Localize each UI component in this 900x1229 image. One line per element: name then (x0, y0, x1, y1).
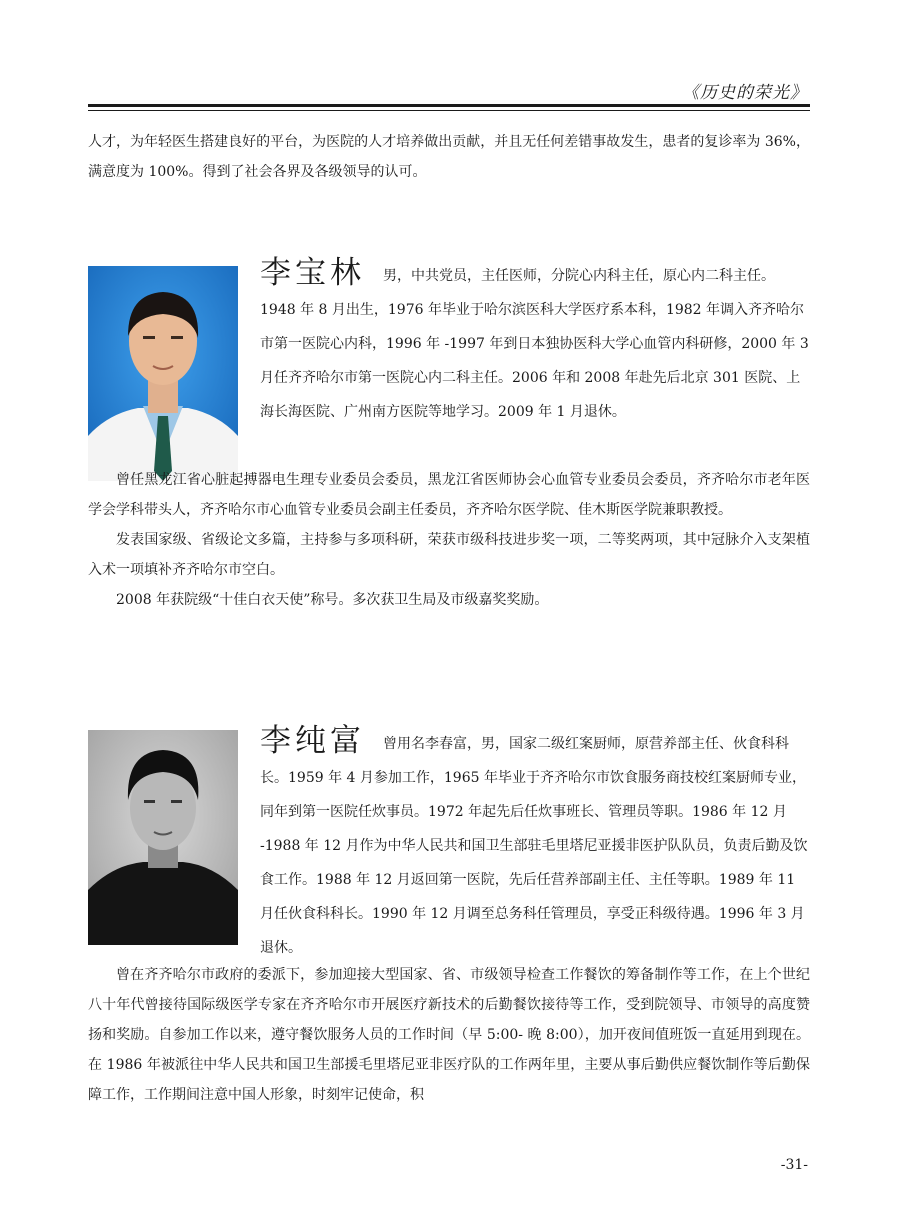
profile1-photo (88, 266, 238, 481)
profile2-photo (88, 730, 238, 945)
profile2-paragraph2: 曾在齐齐哈尔市政府的委派下，参加迎接大型国家、省、市级领导检查工作餐饮的筹备制作等工作，在上个世纪八十年代曾接待国际级医学专家在齐齐哈尔市开展医疗新技术的后勤餐饮接待等工作，受到院领导、市领导的高度赞扬和奖励。自参加工作以来，遵守餐饮服务人员的工作时间（早 5:00- 晚 8:00），加开夜间值班饭一直延用到现在。在 1986 年被派往中华人民共和国卫生部援毛里塔尼亚非医疗队的工作两年里，主要从事后勤供应餐饮制作等后勤保障工作，工作期间注意中国人形象，时刻牢记使命，积 (88, 967, 810, 1103)
intro-paragraph: 人才，为年轻医生搭建良好的平台，为医院的人才培养做出贡献，并且无任何差错事故发生，患者的复诊率为 36%，满意度为 100%。得到了社会各界及各级领导的认可。 (88, 134, 810, 180)
header-rule-thin (88, 110, 810, 111)
profile2-body (88, 960, 810, 1110)
profile1-name: 李宝林 (260, 255, 365, 291)
header-rule-thick (88, 104, 810, 107)
profile1-body (88, 465, 810, 615)
profile2-lead (260, 724, 810, 965)
profile1-paragraph2: 曾任黑龙江省心脏起搏器电生理专业委员会委员，黑龙江省医师协会心血管专业委员会委员，齐齐哈尔市老年医学会学科带头人，齐齐哈尔市心血管专业委员会副主任委员，齐齐哈尔医学院、佳木斯医学院兼职教授。 (88, 472, 810, 518)
header-title: 《历史的荣光》 (682, 83, 808, 103)
profile1-lead (260, 256, 810, 429)
intro-text (88, 127, 810, 187)
profile1-paragraph3: 发表国家级、省级论文多篇，主持参与多项科研，荣获市级科技进步奖一项，二等奖两项，其中冠脉介入支架植入术一项填补齐齐哈尔市空白。 (88, 532, 810, 578)
profile1-lead-text: 男，中共党员，主任医师，分院心内科主任，原心内二科主任。1948 年 8 月出生，1976 年毕业于哈尔滨医科大学医疗系本科，1982 年调入齐齐哈尔市第一医院心内科，1996 年 -1997 年到日本独协医科大学心血管内科研修，2000 年 3 月任齐齐哈尔市第一医院心内二科主任。2006 年和 2008 年赴先后北京 301 医院、上海长海医院、广州南方医院等地学习。2009 年 1 月退休。 (260, 268, 809, 420)
profile2-name: 李纯富 (260, 723, 365, 759)
profile1-paragraph4: 2008 年获院级“十佳白衣天使”称号。多次获卫生局及市级嘉奖奖励。 (116, 592, 549, 608)
profile2-lead-text: 曾用名李春富，男，国家二级红案厨师，原营养部主任、伙食科科长。1959 年 4 月参加工作，1965 年毕业于齐齐哈尔市饮食服务商技校红案厨师专业，同年到第一医院任炊事员。1972 年起先后任炊事班长、管理员等职。1986 年 12 月 -1988 年 12 月作为中华人民共和国卫生部驻毛里塔尼亚援非医护队队员，负责后勤及饮食工作。1988 年 12 月返回第一医院，先后任营养部副主任、主任等职。1989 年 11 月任伙食科科长。1990 年 12 月调至总务科任管理员，享受正科级待遇。1996 年 3 月退休。 (260, 736, 808, 956)
page-number: -31- (780, 1157, 808, 1173)
